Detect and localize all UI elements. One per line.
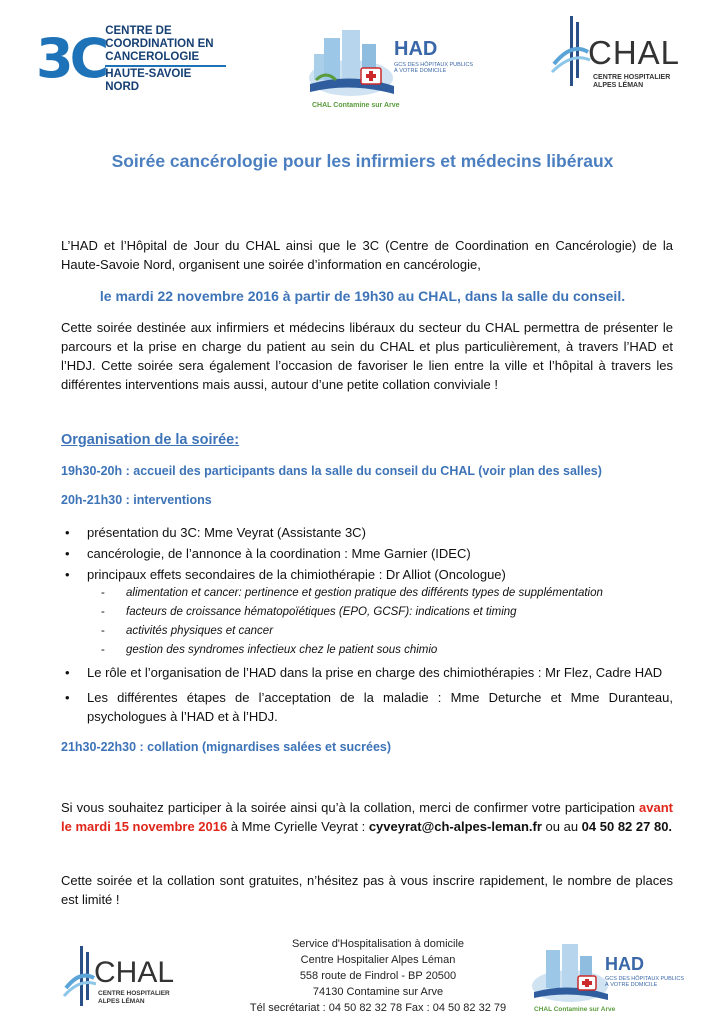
- sub-item-text: gestion des syndromes infectieux chez le patient sous chimio: [126, 644, 438, 656]
- sub-list-item: [101, 622, 673, 641]
- dash-icon: -: [101, 644, 105, 656]
- confirm-contact-text: à Mme Cyrielle Veyrat :: [227, 819, 369, 834]
- bullet-icon: •: [65, 665, 70, 680]
- had-logo-word: HAD: [394, 38, 438, 60]
- description-paragraph: Cette soirée destinée aux infirmiers et médecins libéraux du secteur du CHAL permettra de présenter le parcours et la prise en charge du patient au sein du CHAL et plus particulièrement, à travers l’HAD et l’HDJ. Cette soirée sera également l’occasion de favoriser le lien entre la ville et l’hôpital à travers les différentes interventions mais aussi, autour d’une petite collation conviviale !: [61, 320, 673, 392]
- had-logo: [306, 20, 476, 109]
- had-logo-subtitle: GCS DES HÔPITAUX PUBLICS À VOTRE DOMICILE: [394, 62, 474, 74]
- list-item: [61, 523, 673, 542]
- chal-logo-subtitle: [593, 74, 670, 90]
- footer-chal-sub1: CENTRE HOSPITALIER: [98, 990, 170, 997]
- footer-had-logo: [530, 936, 690, 1016]
- cc-logo-line4: HAUTE-SAVOIE NORD: [105, 65, 226, 94]
- event-date-line: le mardi 22 novembre 2016 à partir de 19h30 au CHAL, dans la salle du conseil.: [99, 288, 626, 304]
- bullet-icon: •: [65, 525, 70, 540]
- chal-logo-word: CHAL: [588, 34, 681, 71]
- cc-logo-mark: 3C: [36, 27, 106, 90]
- schedule-item-collation: 21h30-22h30 : collation (mignardises salées et sucrées): [61, 740, 392, 754]
- schedule-item-interventions: 20h-21h30 : interventions: [61, 493, 212, 507]
- list-item: [61, 688, 673, 726]
- dash-icon: -: [101, 625, 105, 637]
- chal-mark-icon: [62, 944, 96, 1010]
- confirm-deadline: avant le mardi 15 novembre 2016: [61, 800, 673, 834]
- schedule-item-welcome: 19h30-20h : accueil des participants dans la salle du conseil du CHAL (voir plan des salles): [61, 464, 602, 478]
- chal-logo-sub2: ALPES LÉMAN: [593, 82, 644, 89]
- dash-icon: -: [101, 606, 105, 618]
- sub-item-text: alimentation et cancer: pertinence et gestion pratique des différents types de supplémentation: [126, 587, 603, 599]
- list-item: [61, 565, 673, 584]
- bullet-icon: •: [65, 567, 70, 582]
- page-title: Soirée cancérologie pour les infirmiers et médecins libéraux: [111, 151, 614, 171]
- sub-list-item: [101, 603, 673, 622]
- list-item: [61, 663, 673, 682]
- list-item: [61, 544, 673, 563]
- footer-line2: Centre Hospitalier Alpes Léman: [300, 954, 456, 966]
- footer-had-subtitle: GCS DES HÔPITAUX PUBLICS À VOTRE DOMICILE: [605, 976, 685, 988]
- bullet-icon: •: [65, 690, 70, 705]
- closing-paragraph: Cette soirée et la collation sont gratuites, n’hésitez pas à vous inscrire rapidement, le nombre de places est limité !: [61, 873, 673, 907]
- footer-line4: 74130 Contamine sur Arve: [312, 986, 444, 998]
- had-building-icon: [306, 20, 396, 102]
- sub-list-item: [101, 641, 673, 660]
- footer-line3: 558 route de Findrol - BP 20500: [299, 970, 457, 982]
- intro-paragraph: L’HAD et l’Hôpital de Jour du CHAL ainsi que le 3C (Centre de Coordination en Cancérologie) de la Haute-Savoie Nord, organisent une soirée d’information en cancérologie,: [61, 238, 673, 272]
- cc-logo-line2: COORDINATION EN: [105, 37, 214, 50]
- bullet-icon: •: [65, 546, 70, 561]
- intervention-text: Les différentes étapes de l’acceptation de la maladie : Mme Deturche et Mme Duranteau, psychologues à l’HAD et à l’HDJ.: [87, 690, 673, 724]
- had-logo-chal: CHAL Contamine sur Arve: [312, 102, 400, 109]
- footer-address: [238, 936, 518, 1016]
- dash-icon: -: [101, 587, 105, 599]
- confirmation-paragraph: [61, 798, 673, 836]
- intervention-text: Le rôle et l’organisation de l’HAD dans la prise en charge des chimiothérapies : Mr Flez, Cadre HAD: [87, 665, 663, 680]
- footer-chal-logo: [62, 944, 192, 1010]
- cc-logo-line3: CANCEROLOGIE: [105, 50, 200, 63]
- confirm-or-text: ou au: [541, 819, 582, 834]
- sub-list: [61, 584, 673, 660]
- had-building-icon: [530, 936, 610, 1008]
- sub-item-text: activités physiques et cancer: [126, 625, 274, 637]
- cc-logo-text: [105, 25, 226, 94]
- contact-email[interactable]: cyveyrat@ch-alpes-leman.fr: [368, 819, 542, 834]
- footer-chal-word: CHAL: [94, 956, 175, 989]
- footer-chal-sub2: ALPES LÉMAN: [98, 997, 145, 1005]
- sub-item-text: facteurs de croissance hématopoïétiques (EPO, GCSF): indications et timing: [126, 606, 517, 618]
- intervention-text: présentation du 3C: Mme Veyrat (Assistante 3C): [87, 525, 366, 540]
- footer-had-word: HAD: [605, 954, 644, 974]
- footer-had-chal: CHAL Contamine sur Arve: [534, 1006, 616, 1013]
- contact-phone: 04 50 82 27 80.: [581, 819, 673, 834]
- footer-line1: Service d'Hospitalisation à domicile: [291, 938, 465, 950]
- cc-logo-line1: CENTRE DE: [105, 24, 172, 37]
- interventions-list: [61, 523, 673, 726]
- chal-mark-icon: [548, 12, 592, 92]
- chal-logo-sub1: CENTRE HOSPITALIER: [593, 74, 671, 81]
- intervention-text: principaux effets secondaires de la chimiothérapie : Dr Alliot (Oncologue): [87, 567, 506, 582]
- organisation-heading: Organisation de la soirée:: [61, 432, 240, 448]
- confirm-text: Si vous souhaitez participer à la soirée ainsi qu’à la collation, merci de confirmer votre participation: [61, 800, 635, 815]
- sub-list-item: [101, 584, 673, 603]
- chal-logo: [548, 12, 698, 92]
- intervention-text: cancérologie, de l’annonce à la coordination : Mme Garnier (IDEC): [87, 546, 471, 561]
- cc-logo: [36, 26, 226, 92]
- footer-line5: Tél secrétariat : 04 50 82 32 78 Fax : 04 50 82 32 79: [249, 1002, 507, 1014]
- footer-chal-subtitle: [98, 990, 170, 1005]
